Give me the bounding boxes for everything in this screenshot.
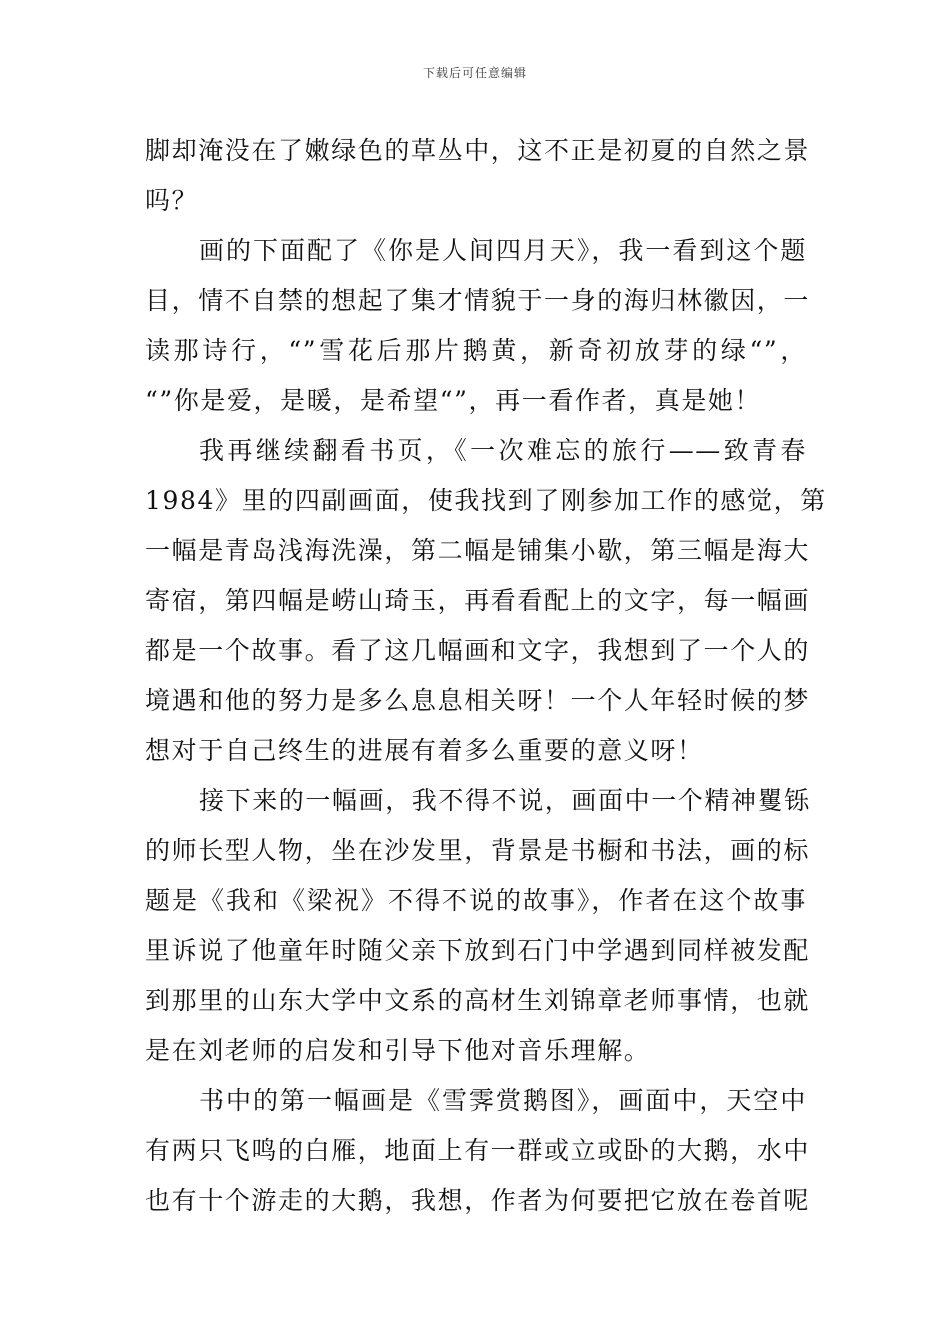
paragraph-first-line: 画的下面配了《你是人间四月天》，我一看到这个题 <box>199 236 807 265</box>
paragraph-first-line: 接下来的一幅画，我不得不说，画面中一个精神矍铄 <box>199 786 811 815</box>
text-line: 有两只飞鸣的白雁，地面上有一群或立或卧的大鹅，水中 <box>145 1136 811 1165</box>
paragraph-first-line: 我再继续翻看书页，《一次难忘的旅行——致青春 <box>199 436 807 465</box>
text-line: 读那诗行，“”雪花后那片鹅黄，新奇初放芽的绿“”， <box>145 336 807 365</box>
text-line: 的师长型人物，坐在沙发里，背景是书橱和书法，画的标 <box>145 836 811 865</box>
paragraph-first-line: 书中的第一幅画是《雪霁赏鹅图》，画面中，天空中 <box>199 1086 807 1115</box>
text-line: 是在刘老师的启发和引导下他对音乐理解。 <box>145 1036 651 1065</box>
text-line: 脚却淹没在了嫩绿色的草丛中，这不正是初夏的自然之景 <box>145 136 811 165</box>
text-line: 一幅是青岛浅海洗澡，第二幅是铺集小歇，第三幅是海大 <box>145 536 811 565</box>
page-header: 下载后可任意编辑 <box>422 66 527 80</box>
text-line: 吗？ <box>145 186 199 215</box>
text-line: 寄宿，第四幅是崂山琦玉，再看看配上的文字，每一幅画 <box>145 586 811 615</box>
article-body <box>145 126 827 1226</box>
text-line: “”你是爱，是暖，是希望“”，再一看作者，真是她！ <box>145 386 762 415</box>
text-line: 也有十个游走的大鹅，我想，作者为何要把它放在卷首呢 <box>145 1186 811 1215</box>
text-line: 题是《我和《梁祝》不得不说的故事》，作者在这个故事 <box>145 886 807 915</box>
text-line: 1984》里的四副画面，使我找到了刚参加工作的感觉，第 <box>145 486 827 515</box>
text-line: 目，情不自禁的想起了集才情貌于一身的海归林徽因，一 <box>145 286 811 315</box>
text-line: 里诉说了他童年时随父亲下放到石门中学遇到同样被发配 <box>145 936 811 965</box>
text-line: 境遇和他的努力是多么息息相关呀！一个人年轻时候的梦 <box>145 686 811 715</box>
text-line: 想对于自己终生的进展有着多么重要的意义呀！ <box>145 736 704 765</box>
text-line: 到那里的山东大学中文系的高材生刘锦章老师事情，也就 <box>145 986 811 1015</box>
text-line: 都是一个故事。看了这几幅画和文字，我想到了一个人的 <box>145 636 811 665</box>
